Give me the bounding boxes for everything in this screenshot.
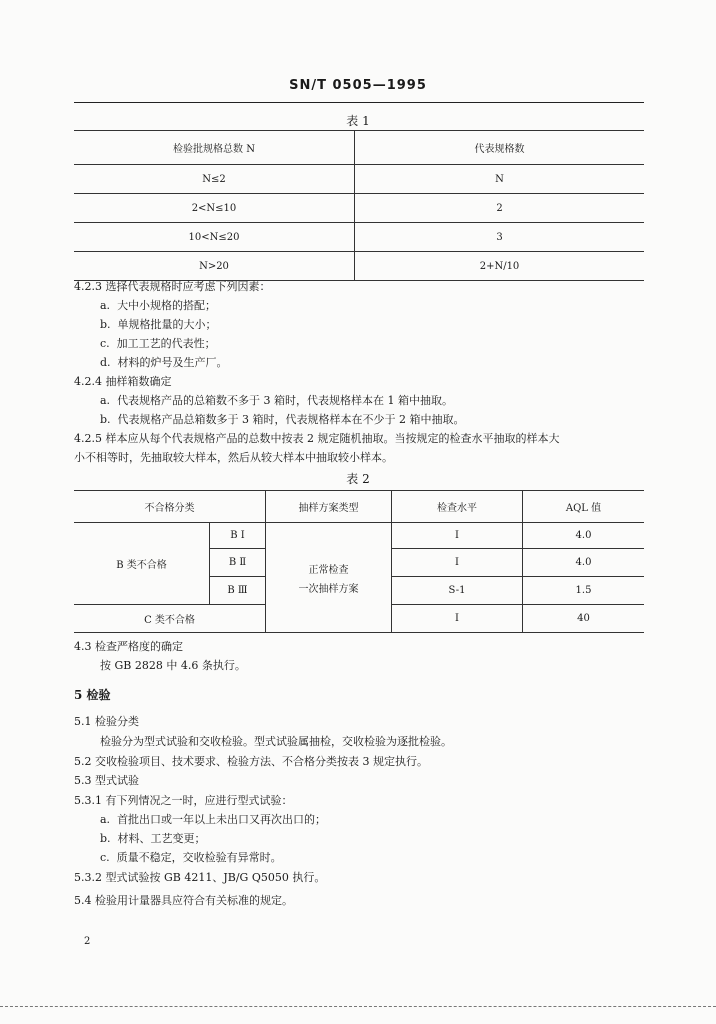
table2-header-cell: 不合格分类 <box>74 491 266 523</box>
c-class-cell: C 类不合格 <box>74 605 266 633</box>
scheme-cell <box>266 523 392 633</box>
clause-5-3-2: 5.3.2 型式试验按 GB 4211、JB/G Q5050 执行。 <box>74 871 326 884</box>
header-rule <box>74 102 644 103</box>
level-cell: Ⅰ <box>392 523 523 549</box>
level-cell: S-1 <box>392 577 523 605</box>
page-number: 2 <box>84 936 91 947</box>
table2-caption: 表 2 <box>346 472 370 486</box>
list-marker: a. <box>100 394 111 407</box>
list-item <box>100 394 453 408</box>
table2-header-cell: 检查水平 <box>392 491 523 523</box>
standard-code-header: SN/T 0505—1995 <box>289 78 427 93</box>
list-marker: b. <box>100 832 111 845</box>
scheme-line: 一次抽样方案 <box>298 583 359 595</box>
clause-5-3-1-title: 5.3.1 有下列情况之一时，应进行型式试验： <box>74 794 293 807</box>
list-text: 首批出口或一年以上未出口又再次出口的； <box>117 813 327 826</box>
clause-4-3-body: 按 GB 2828 中 4.6 条执行。 <box>100 659 246 672</box>
aql-cell: 1.5 <box>523 577 645 605</box>
clause-4-3-title: 4.3 检查严格度的确定 <box>74 640 183 653</box>
table2-header-cell: 抽样方案类型 <box>266 491 392 523</box>
table-cell: N>20 <box>74 252 355 281</box>
clause-4-2-5-line1: 4.2.5 样本应从每个代表规格产品的总数中按表 2 规定随机抽取。当按规定的检查水平抽取的样本大 <box>74 432 560 445</box>
table-cell: N≤2 <box>74 165 355 194</box>
clause-5-1-body: 检验分为型式试验和交收检验。型式试验属抽检，交收检验为逐批检验。 <box>100 735 452 748</box>
table1 <box>74 130 644 281</box>
table-cell: 10<N≤20 <box>74 223 355 252</box>
aql-cell: 4.0 <box>523 523 645 549</box>
b-class-cell: B 类不合格 <box>74 523 210 605</box>
aql-cell: 4.0 <box>523 549 645 577</box>
table-row <box>74 252 644 281</box>
sub-class-cell: B Ⅰ <box>210 523 266 549</box>
list-text: 材料、工艺变更； <box>117 832 206 845</box>
list-marker: c. <box>100 337 110 350</box>
list-text: 单规格批量的大小； <box>117 318 217 331</box>
table-cell: 2 <box>355 194 645 223</box>
clause-4-2-3-title: 4.2.3 选择代表规格时应考虑下列因素： <box>74 280 271 293</box>
list-item <box>100 299 216 313</box>
level-cell: Ⅰ <box>392 549 523 577</box>
section-5-title: 5 检验 <box>74 688 111 702</box>
clause-5-2: 5.2 交收检验项目、技术要求、检验方法、不合格分类按表 3 规定执行。 <box>74 755 428 768</box>
list-item <box>100 356 228 370</box>
list-text: 质量不稳定，交收检验有异常时。 <box>116 851 282 864</box>
sub-class-cell: B Ⅱ <box>210 549 266 577</box>
list-text: 代表规格产品的总箱数不多于 3 箱时，代表规格样本在 1 箱中抽取。 <box>117 394 454 407</box>
list-item <box>100 337 216 351</box>
list-marker: a. <box>100 813 111 826</box>
level-cell: Ⅰ <box>392 605 523 633</box>
table-cell: 2<N≤10 <box>74 194 355 223</box>
clause-4-2-4-title: 4.2.4 抽样箱数确定 <box>74 375 172 388</box>
scheme-line: 正常检查 <box>308 564 349 576</box>
sub-class-cell: B Ⅲ <box>210 577 266 605</box>
list-item <box>100 413 465 427</box>
table2-header-cell: AQL 值 <box>523 491 645 523</box>
list-marker: b. <box>100 413 111 426</box>
clause-5-1-title: 5.1 检验分类 <box>74 715 139 728</box>
clause-5-4: 5.4 检验用计量器具应符合有关标准的规定。 <box>74 894 293 907</box>
table2 <box>74 490 644 633</box>
list-item <box>100 851 282 865</box>
table-cell: N <box>355 165 645 194</box>
table-row <box>74 165 644 194</box>
list-item <box>100 813 326 827</box>
table1-caption: 表 1 <box>346 114 370 128</box>
list-marker: a. <box>100 299 111 312</box>
table2-header-row <box>74 491 644 523</box>
list-item <box>100 832 206 846</box>
table1-header-row <box>74 131 644 165</box>
table-cell: 3 <box>355 223 645 252</box>
aql-cell: 40 <box>523 605 645 633</box>
table-row <box>74 194 644 223</box>
list-text: 大中小规格的搭配； <box>117 299 217 312</box>
table-row <box>74 523 644 549</box>
list-text: 加工工艺的代表性； <box>116 337 216 350</box>
table1-header-cell: 检验批规格总数 N <box>74 131 355 165</box>
list-marker: b. <box>100 318 111 331</box>
list-marker: c. <box>100 851 110 864</box>
list-item <box>100 318 217 332</box>
table1-header-cell: 代表规格数 <box>355 131 645 165</box>
clause-4-2-5-line2: 小不相等时，先抽取较大样本，然后从较大样本中抽取较小样本。 <box>74 451 393 464</box>
clause-5-3-title: 5.3 型式试验 <box>74 774 139 787</box>
table-row <box>74 223 644 252</box>
list-text: 材料的炉号及生产厂。 <box>117 356 228 369</box>
list-marker: d. <box>100 356 111 369</box>
list-text: 代表规格产品总箱数多于 3 箱时，代表规格样本在不少于 2 箱中抽取。 <box>117 413 465 426</box>
table-cell: 2+N/10 <box>355 252 645 281</box>
page-bottom-edge <box>0 1006 716 1007</box>
